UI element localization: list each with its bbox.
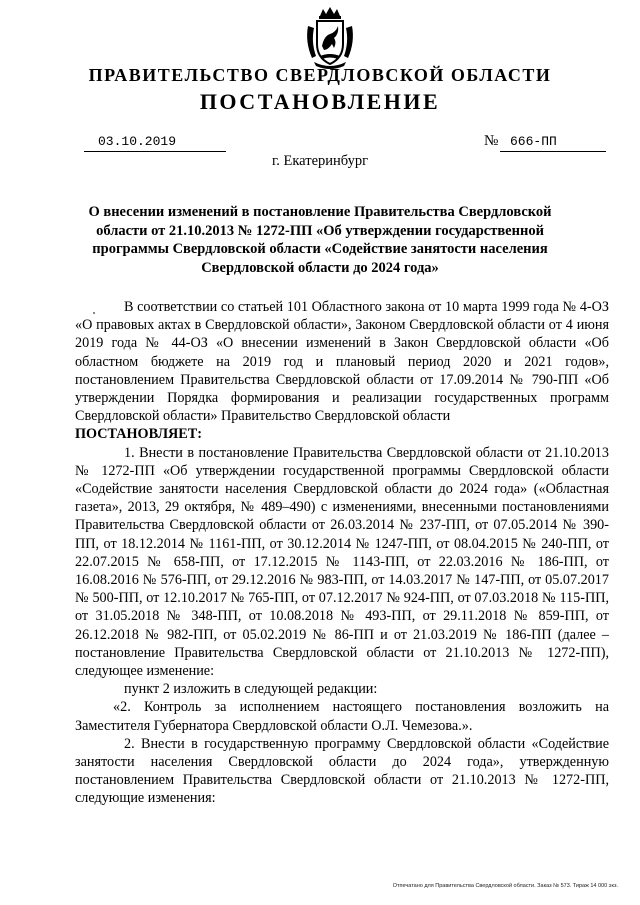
document-subject: О внесении изменений в постановление Правительства Свердловской области от 21.10.2013 № 1272-ПП «Об утверждении государственной программы Свердловской области «Содействие занятости населения Свердловской области до 2024 года» [88,204,552,276]
preamble: В соответствии со статьей 101 Областного закона от 10 марта 1999 года № 4-ОЗ «О правовых актах в Свердловской области», Законом Свердловской области от 4 июня 2019 года № 44-ОЗ «О внесении изменений в Закон Свердловской области «Об областном бюджете на 2019 год и плановый период 2020 и 2021 годов», постановлением Правительства Свердловской области от 17.09.2014 № 790-ПП «Об утверждении Порядка формирования и реализации государственных программ Свердловской области» Правительство Свердловской области [75,299,609,425]
item-2: 2. Внести в государственную программу Свердловской области «Содействие занятости населения Свердловской области до 2024 года», утвержденную постановлением Правительства Свердловской области от 21.10.2013 № 1272-ПП, следующие изменения: [75,735,609,807]
item-1-quote: «2. Контроль за исполнением настоящего постановления возложить на Заместителя Губернатора Свердловской области О.Л. Чемезова.». [75,699,609,734]
document-date: 03.10.2019 [84,134,226,152]
government-name: ПРАВИТЕЛЬСТВО СВЕРДЛОВСКОЙ ОБЛАСТИ [88,65,552,85]
document-type: ПОСТАНОВЛЕНИЕ [199,89,441,114]
document-body [75,298,609,808]
item-1: 1. Внести в постановление Правительства Свердловской области от 21.10.2013 № 1272-ПП «Об утверждении государственной программы Свердловской области «Содействие занятости населения Свердловской области до 2024 года» («Областная газета», 2013, 29 октября, № 489–490) с изменениями, внесенными постановлениями Правительства Свердловской области от 26.03.2014 № 237-ПП, от 07.05.2014 № 390-ПП, от 18.12.2014 № 1161-ПП, от 30.12.2014 № 1247-ПП, от 08.04.2015 № 240-ПП, от 22.07.2015 № 658-ПП, от 17.12.2015 № 1143-ПП, от 22.03.2016 № 186-ПП, от 16.08.2016 № 576-ПП, от 29.12.2016 № 983-ПП, от 14.03.2017 № 147-ПП, от 05.07.2017 № 500-ПП, от 12.10.2017 № 765-ПП, от 07.12.2017 № 924-ПП, от 07.03.2018 № 115-ПП, от 31.05.2018 № 348-ПП, от 10.08.2018 № 493-ПП, от 29.11.2018 № 859-ПП, от 26.12.2018 № 982-ПП, от 05.02.2019 № 86-ПП и от 21.03.2019 № 186-ПП (далее – постановление Правительства Свердловской области от 21.10.2013 № 1272-ПП), следующее изменение: [75,444,609,680]
sverdlovsk-coat-of-arms-icon [304,6,356,70]
item-1-subpoint: пункт 2 изложить в следующей редакции: [124,681,378,698]
document-number: 666-ПП [500,134,606,152]
print-footer: Отпечатано для Правительства Свердловской области. Заказ № 573. Тираж 14 000 экз. [392,883,618,889]
city: г. Екатеринбург [271,153,369,169]
number-label: № [484,133,499,149]
resolves-heading: ПОСТАНОВЛЯЕТ: [75,426,202,443]
